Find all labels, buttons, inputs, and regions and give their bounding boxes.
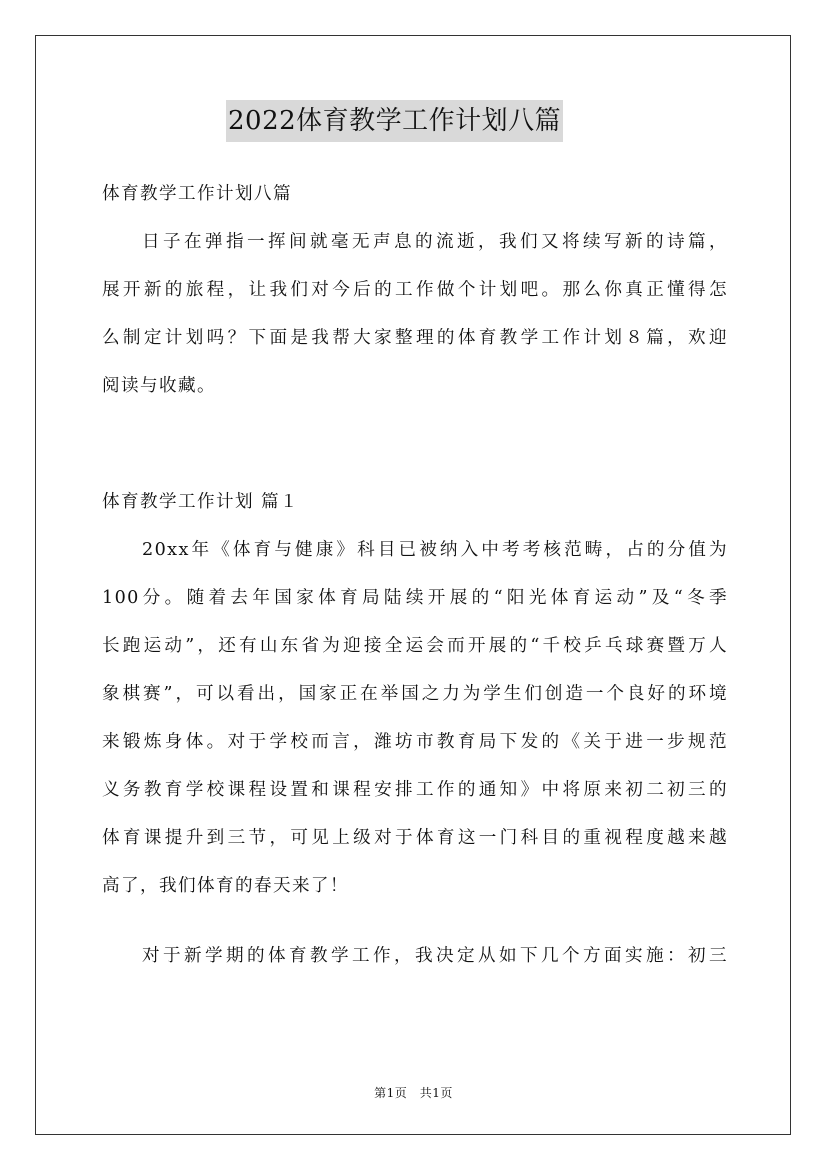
section-line-8: 高了，我们体育的春天来了！ bbox=[102, 876, 349, 896]
paragraph2-line-1: 对于新学期的体育教学工作，我决定从如下几个方面实施：初三 bbox=[142, 946, 728, 966]
section-line-7: 体育课提升到三节，可见上级对于体育这一门科目的重视程度越来越 bbox=[102, 828, 728, 848]
section-line-4: 象棋赛”，可以看出，国家正在举国之力为学生们创造一个良好的环境 bbox=[102, 684, 728, 704]
page-number-footer: 第1页 共1页 bbox=[374, 1086, 453, 1100]
section-line-2: 100分。随着去年国家体育局陆续开展的“阳光体育运动”及“冬季 bbox=[102, 588, 728, 608]
document-title: 2022体育教学工作计划八篇 bbox=[226, 100, 563, 142]
subtitle: 体育教学工作计划八篇 bbox=[102, 184, 292, 204]
intro-line-2: 展开新的旅程，让我们对今后的工作做个计划吧。那么你真正懂得怎 bbox=[102, 280, 728, 300]
intro-line-1: 日子在弹指一挥间就毫无声息的流逝，我们又将续写新的诗篇， bbox=[142, 232, 728, 252]
section-line-6: 义务教育学校课程设置和课程安排工作的通知》中将原来初二初三的 bbox=[102, 780, 728, 800]
section-line-3: 长跑运动”，还有山东省为迎接全运会而开展的“千校乒乓球赛暨万人 bbox=[102, 636, 728, 656]
paragraph-spacer bbox=[102, 910, 728, 932]
section-heading: 体育教学工作计划 篇１ bbox=[102, 492, 299, 512]
intro-line-4: 阅读与收藏。 bbox=[102, 376, 216, 396]
intro-line-3: 么制定计划吗？下面是我帮大家整理的体育教学工作计划８篇，欢迎 bbox=[102, 328, 728, 348]
document-body bbox=[102, 170, 728, 980]
section-line-1: 20xx年《体育与健康》科目已被纳入中考考核范畴，占的分值为 bbox=[142, 540, 728, 560]
section-line-5: 来锻炼身体。对于学校而言，潍坊市教育局下发的《关于进一步规范 bbox=[102, 732, 728, 752]
section-spacer bbox=[102, 410, 728, 478]
